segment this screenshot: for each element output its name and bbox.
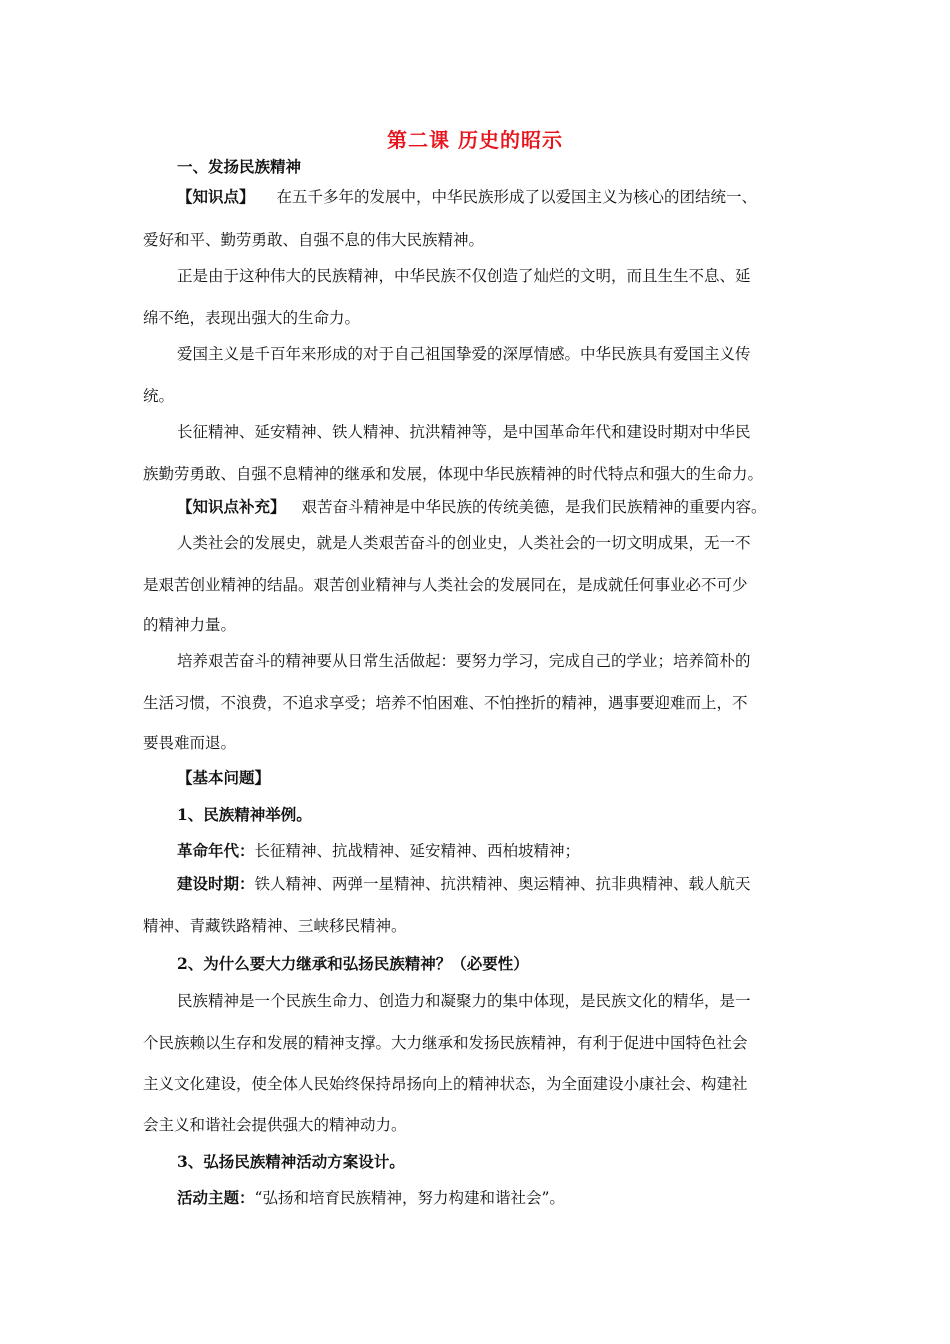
paragraph-line: 爱好和平、勤劳勇敢、自强不息的伟大民族精神。 (143, 231, 485, 249)
knowledge-point-line (177, 187, 757, 207)
paragraph-line: 人类社会的发展史，就是人类艰苦奋斗的创业史，人类社会的一切文明成果，无一不 (177, 534, 751, 552)
paragraph-line: 的精神力量。 (143, 616, 237, 634)
knowledge-supplement-line (177, 497, 767, 517)
basic-questions-heading: 【基本问题】 (177, 768, 271, 787)
paragraph-line: 绵不绝，表现出强大的生命力。 (143, 309, 361, 327)
paragraph-line: 精神、青藏铁路精神、三峡移民精神。 (143, 917, 407, 935)
revolution-era-label: 革命年代： (177, 841, 255, 860)
paragraph-line: 个民族赖以生存和发展的精神支撑。大力继承和发扬民族精神，有利于促进中国特色社会 (143, 1034, 748, 1052)
question-heading: 1、民族精神举例。 (177, 805, 312, 824)
paragraph-text: 在五千多年的发展中，中华民族形成了以爱国主义为核心的团结统一、 (276, 188, 758, 206)
construction-era-label: 建设时期： (177, 874, 255, 893)
paragraph-line: 培养艰苦奋斗的精神要从日常生活做起：要努力学习，完成自己的学业；培养简朴的 (177, 652, 751, 670)
question-heading: 3、弘扬民族精神活动方案设计。 (177, 1152, 405, 1171)
paragraph-line: 爱国主义是千百年来形成的对于自己祖国挚爱的深厚情感。中华民族具有爱国主义传 (177, 345, 751, 363)
paragraph-line: 会主义和谐社会提供强大的精神动力。 (143, 1116, 407, 1134)
paragraph-line: 族勤劳勇敢、自强不息精神的继承和发展，体现中华民族精神的时代特点和强大的生命力。 (143, 465, 764, 483)
construction-era-text: 铁人精神、两弹一星精神、抗洪精神、奥运精神、抗非典精神、载人航天 (254, 875, 751, 893)
paragraph-line: 生活习惯，不浪费，不追求享受；培养不怕困难、不怕挫折的精神，遇事要迎难而上，不 (143, 694, 748, 712)
activity-theme-text: “弘扬和培育民族精神，努力构建和谐社会”。 (254, 1189, 565, 1207)
paragraph-line: 是艰苦创业精神的结晶。艰苦创业精神与人类社会的发展同在，是成就任何事业必不可少 (143, 576, 748, 594)
paragraph-text: 艰苦奋斗精神是中华民族的传统美德，是我们民族精神的重要内容。 (301, 498, 767, 516)
paragraph-line: 主义文化建设，使全体人民始终保持昂扬向上的精神状态，为全面建设小康社会、构建社 (143, 1075, 748, 1093)
paragraph-line: 长征精神、延安精神、铁人精神、抗洪精神等，是中国革命年代和建设时期对中华民 (177, 423, 751, 441)
revolution-era-text: 长征精神、抗战精神、延安精神、西柏坡精神； (254, 842, 581, 860)
question-heading: 2、为什么要大力继承和弘扬民族精神？（必要性） (177, 954, 529, 973)
page-title: 第二课 历史的昭示 (387, 128, 563, 152)
construction-era-line (177, 874, 751, 894)
section-heading: 一、发扬民族精神 (177, 157, 302, 176)
activity-theme-line (177, 1188, 565, 1208)
revolution-era-line (177, 841, 580, 861)
activity-theme-label: 活动主题： (177, 1188, 255, 1207)
paragraph-line: 正是由于这种伟大的民族精神，中华民族不仅创造了灿烂的文明，而且生生不息、延 (177, 267, 751, 285)
paragraph-line: 要畏难而退。 (143, 734, 237, 752)
paragraph-line: 统。 (143, 387, 175, 405)
knowledge-supplement-label: 【知识点补充】 (177, 497, 286, 516)
paragraph-line: 民族精神是一个民族生命力、创造力和凝聚力的集中体现，是民族文化的精华，是一 (177, 992, 751, 1010)
knowledge-point-label: 【知识点】 (177, 187, 255, 206)
